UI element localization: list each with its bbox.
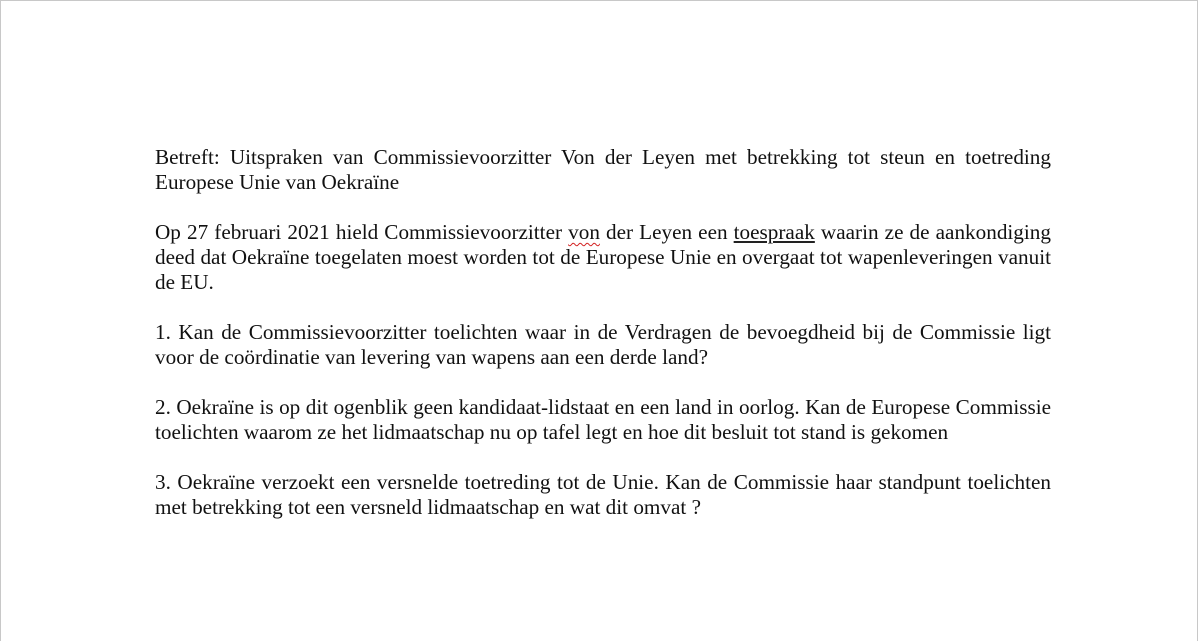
intro-text-3: waarin ze de aankondiging deed dat Oekraïne toegelaten moest worden tot de Europese Unie en overgaat tot wapenleveringen vanuit de EU. bbox=[155, 220, 1051, 294]
intro-text-1: Op 27 februari 2021 hield Commissievoorzitter bbox=[155, 220, 569, 244]
document-body[interactable] bbox=[155, 145, 1051, 545]
speech-link[interactable]: toespraak bbox=[733, 220, 815, 244]
question-3: 3. Oekraïne verzoekt een versnelde toetreding tot de Unie. Kan de Commissie haar standpunt toelichten met betrekking tot een versneld lidmaatschap en wat dit omvat ? bbox=[155, 470, 1051, 519]
misspelled-word[interactable]: von bbox=[568, 220, 600, 244]
intro-text-2: der Leyen een bbox=[599, 220, 734, 244]
question-1: 1. Kan de Commissievoorzitter toelichten waar in de Verdragen de bevoegdheid bij de Commissie ligt voor de coördinatie van levering van wapens aan een derde land? bbox=[155, 320, 1051, 369]
question-2: 2. Oekraïne is op dit ogenblik geen kandidaat-lidstaat en een land in oorlog. Kan de Europese Commissie toelichten waarom ze het lidmaatschap nu op tafel legt en hoe dit besluit tot stand is gekomen bbox=[155, 395, 1051, 444]
subject-paragraph: Betreft: Uitspraken van Commissievoorzitter Von der Leyen met betrekking tot steun en toetreding Europese Unie van Oekraïne bbox=[155, 145, 1051, 194]
intro-paragraph bbox=[155, 220, 1051, 295]
